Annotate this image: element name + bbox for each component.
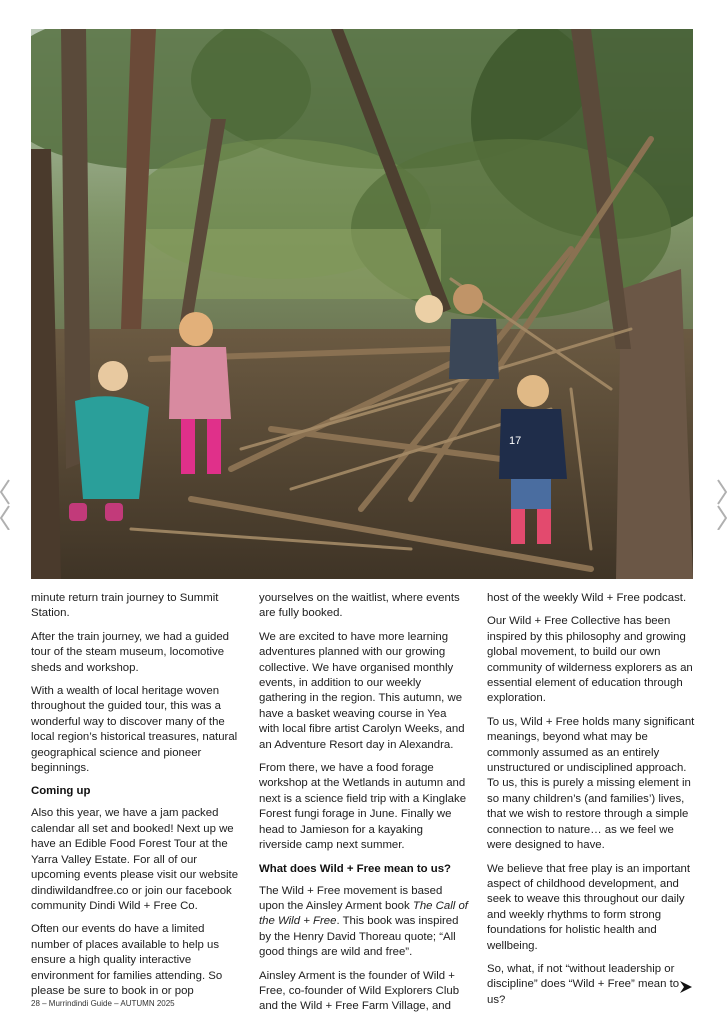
paragraph-text: The Wild + Free movement is based upon the Ainsley Arment book bbox=[259, 884, 443, 912]
jersey-number: 17 bbox=[509, 435, 522, 447]
paragraph: Also this year, we have a jam packed calendar all set and booked! Next up we have an Edible Food Forest Tour at the Yarra Valley Estate. For all of our upcoming events please visit our website dindiwildandfree.co or join our facebook community Dindi Wild + Free Co. bbox=[31, 807, 239, 912]
article-column-3 bbox=[487, 591, 697, 1016]
paragraph: From there, we have a food forage workshop at the Wetlands in autumn and next is a science field trip with a Kinglake Forest fungi forage in June. Finally we head to Jamieson for a kayaking riverside camp next summer. bbox=[259, 762, 467, 852]
paragraph: Our Wild + Free Collective has been inspired by this philosophy and growing global movement, to build our own community of wilderness explorers as an essential element of education through exploration. bbox=[487, 615, 693, 705]
section-heading: Coming up bbox=[31, 785, 91, 798]
paragraph: yourselves on the waitlist, where events are fully booked. bbox=[259, 592, 460, 620]
paragraph bbox=[259, 884, 469, 961]
paragraph: So, what, if not “without leadership or discipline” does “Wild + Free” mean to us? bbox=[487, 962, 680, 1006]
paragraph: minute return train journey to Summit Station. bbox=[31, 592, 219, 620]
paragraph: host of the weekly Wild + Free podcast. bbox=[487, 592, 687, 604]
article-column-2 bbox=[259, 591, 469, 1023]
page-footer: 28 – Murrindindi Guide – AUTUMN 2025 bbox=[31, 999, 175, 1008]
paragraph: Ainsley Arment is the founder of Wild + Free, co-founder of Wild Explorers Club and the Wild + Free Farm Village, and bbox=[259, 969, 460, 1013]
chevron-right-icon[interactable] bbox=[717, 478, 727, 530]
paragraph: With a wealth of local heritage woven throughout the guided tour, this was a wonderful way to discover many of the local region’s historical treasures, natural geographical science and pioneer beginnings. bbox=[31, 685, 238, 775]
paragraph-text: . This book was inspired by the Henry David Thoreau quote; “All good things are wild and free”. bbox=[259, 915, 459, 959]
article-column-1 bbox=[31, 591, 241, 1007]
section-heading: What does Wild + Free mean to us? bbox=[259, 862, 451, 875]
paragraph: We believe that free play is an important aspect of childhood development, and seek to weave this throughout our daily and weekly rhythms to form strong foundations for holistic health and wellbeing. bbox=[487, 862, 691, 952]
paragraph: After the train journey, we had a guided tour of the steam museum, locomotive sheds and workshop. bbox=[31, 630, 229, 674]
forest-cubby-photo bbox=[31, 29, 693, 579]
article-photo bbox=[31, 29, 693, 579]
arrow-right-icon[interactable] bbox=[678, 979, 694, 995]
paragraph: To us, Wild + Free holds many significant meanings, beyond what may be commonly assumed as an entirely unstructured or undisciplined approach. To us, this is purely a missing element in so many children’s (and families’) lives, that we wish to restore through a simple connection to nature… as we feel we were designed to have. bbox=[487, 715, 695, 852]
paragraph: Often our events do have a limited number of places available to help us ensure a high quality interactive environment for families attending. So please be sure to book in or pop bbox=[31, 923, 223, 997]
paragraph: We are excited to have more learning adventures planned with our growing collective. We have organised monthly events, in addition to our weekly gathering in the region. This autumn, we have a basket weaving course in Yea with local fibre artist Carolyn Weeks, and an Adventure Resort day in Alexandra. bbox=[259, 630, 465, 751]
book-title: The Call of the Wild + Free bbox=[259, 899, 468, 928]
chevron-left-icon[interactable] bbox=[0, 478, 10, 530]
